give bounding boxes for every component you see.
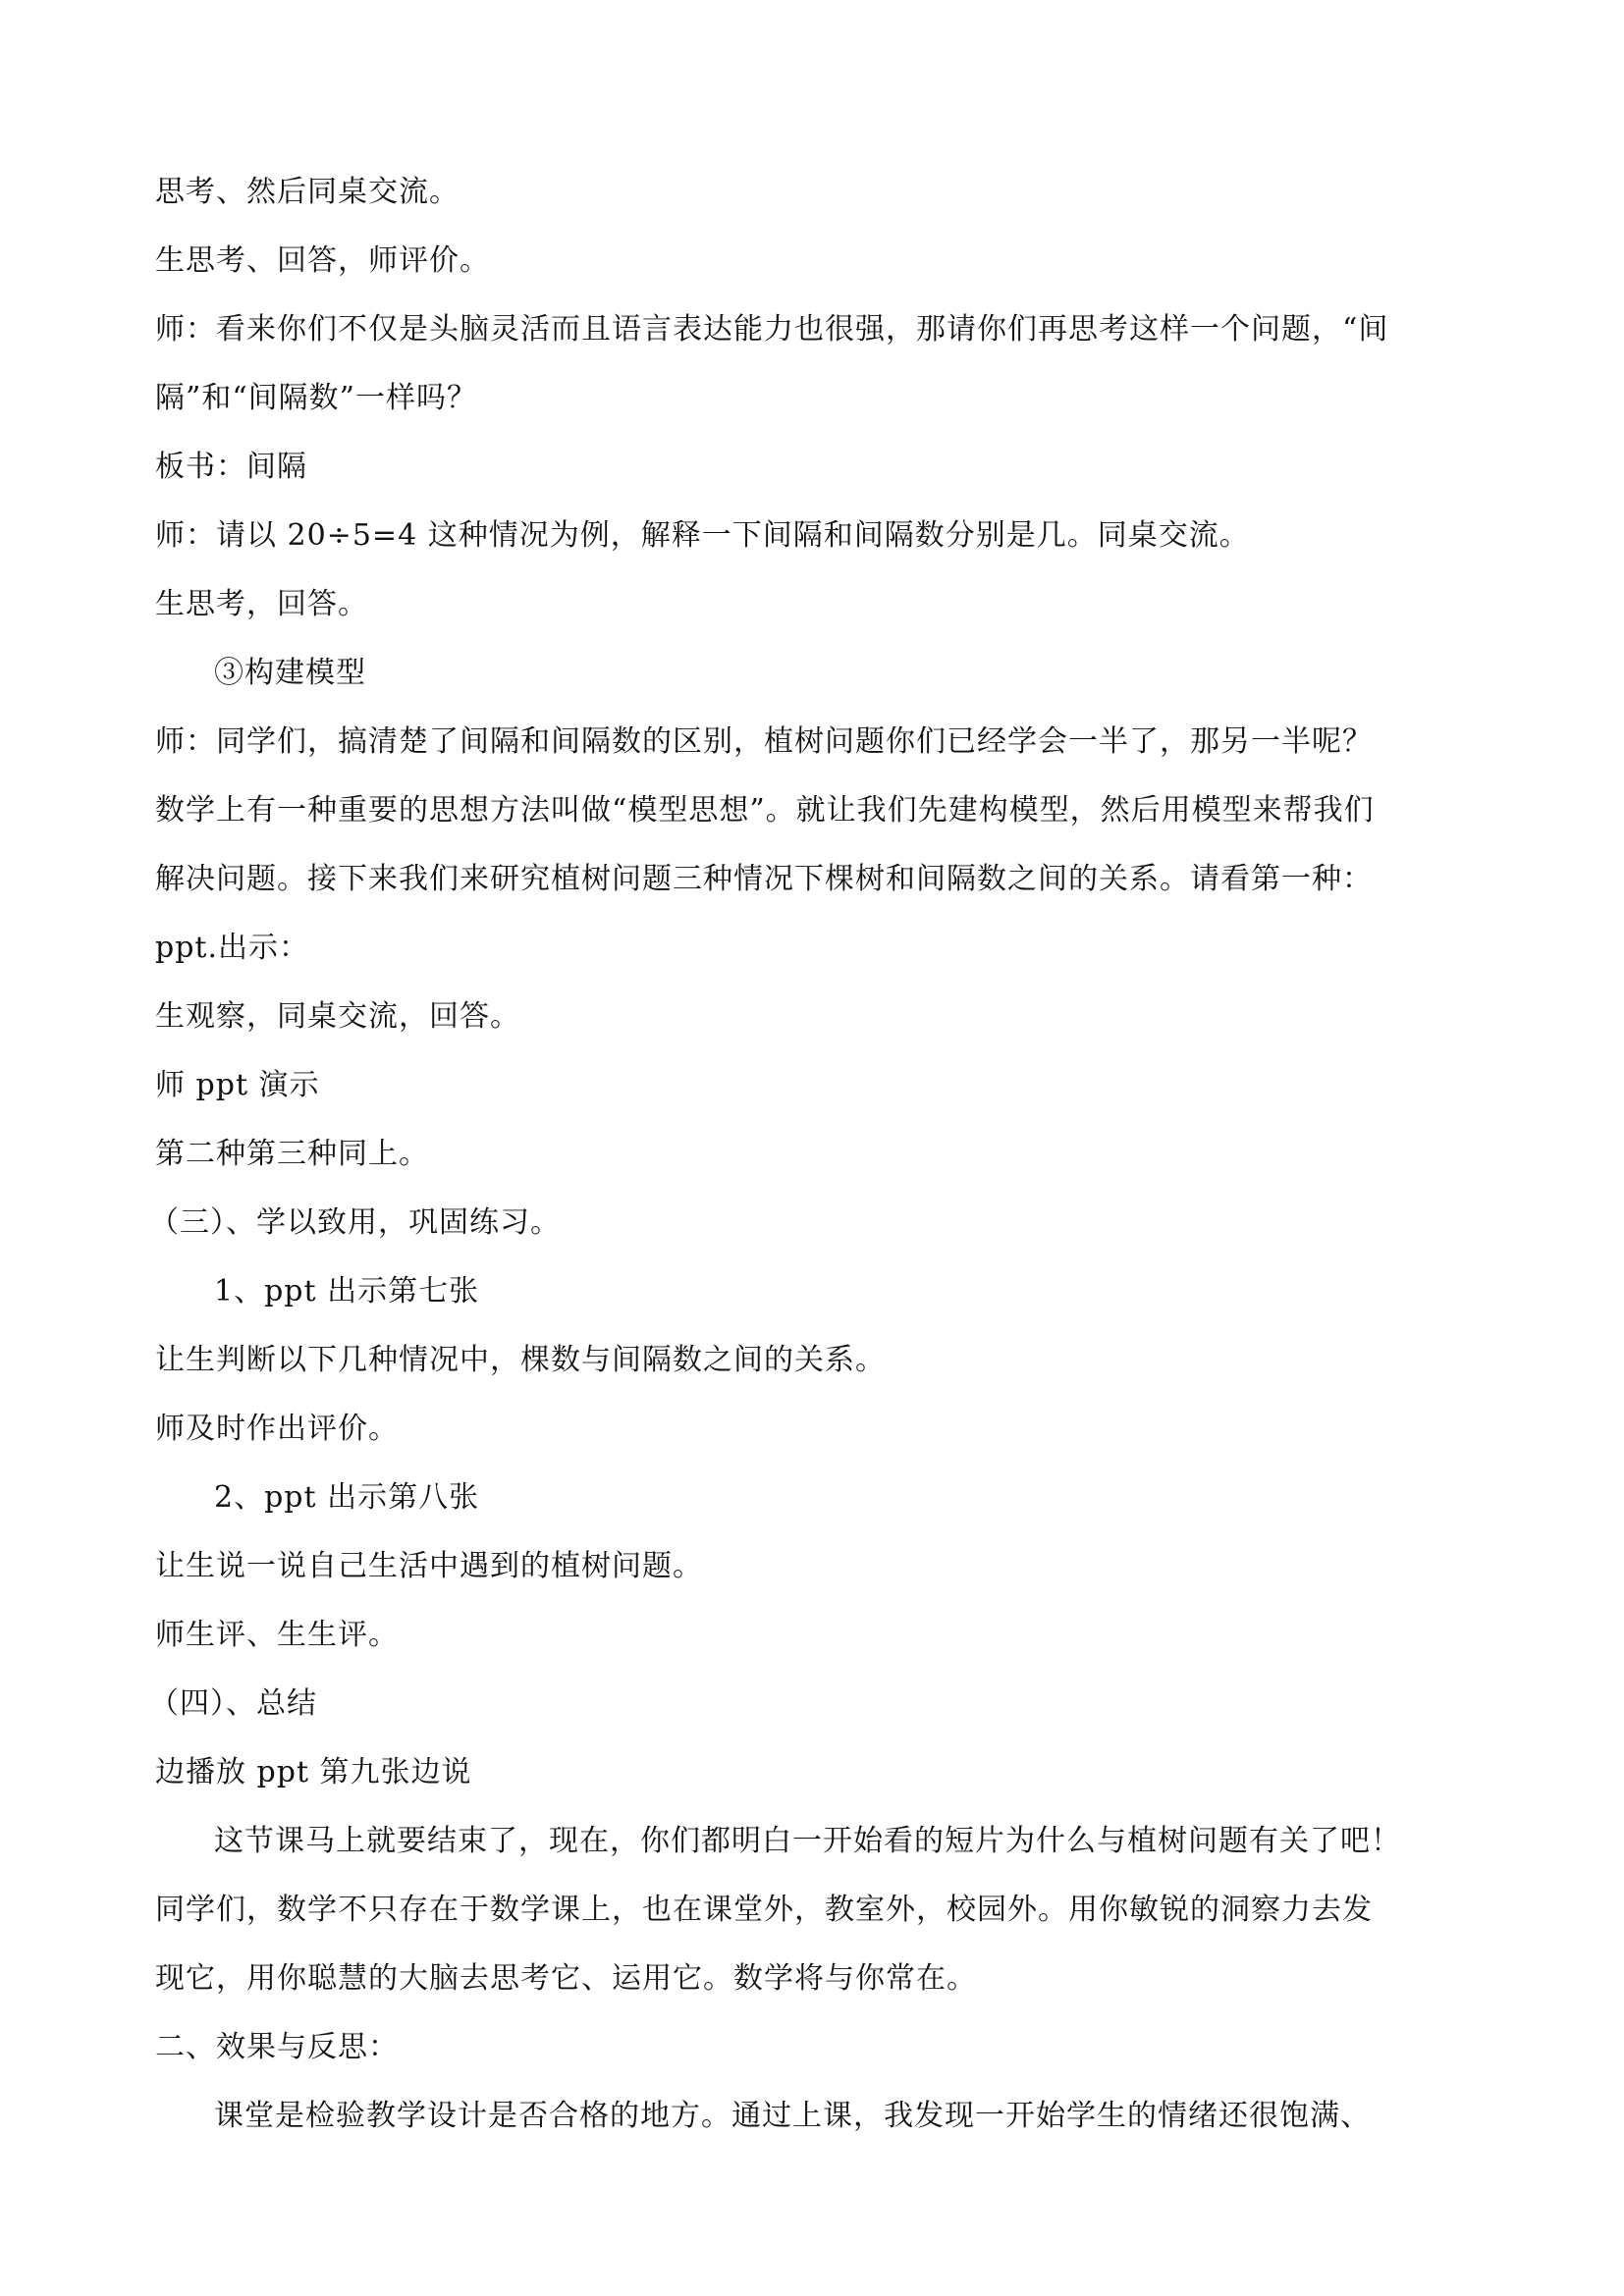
text-line: 生观察，同桌交流，回答。 [155, 999, 520, 1034]
text-line: 解决问题。接下来我们来研究植树问题三种情况下棵树和间隔数之间的关系。请看第一种： [155, 862, 1373, 896]
list-item: 2、ppt 出示第八张 [214, 1480, 480, 1515]
text-line: 板书：间隔 [155, 450, 307, 484]
list-item: 1、ppt 出示第七张 [214, 1274, 480, 1308]
text-line: 让生判断以下几种情况中，棵数与间隔数之间的关系。 [155, 1343, 886, 1377]
text-line: 生思考，回答。 [155, 587, 368, 621]
section-heading: （三）、学以致用，巩固练习。 [149, 1205, 561, 1240]
text-line: 边播放 ppt 第九张边说 [155, 1755, 472, 1789]
text-line: 师：请以 20÷5=4 这种情况为例，解释一下间隔和间隔数分别是几。同桌交流。 [155, 518, 1250, 553]
text-line: 师：看来你们不仅是头脑灵活而且语言表达能力也很强，那请你们再思考这样一个问题，“间 [155, 312, 1389, 347]
text-line: 隔”和“间隔数”一样吗？ [155, 381, 478, 415]
section-heading: ③构建模型 [214, 656, 366, 690]
text-line: 师：同学们，搞清楚了间隔和间隔数的区别，植树问题你们已经学会一半了，那另一半呢？ [155, 724, 1373, 759]
paragraph-line: 课堂是检验教学设计是否合格的地方。通过上课，我发现一开始学生的情绪还很饱满、 [214, 2099, 1371, 2133]
paragraph-line: 这节课马上就要结束了，现在，你们都明白一开始看的短片为什么与植树问题有关了吧！ [214, 1824, 1401, 1858]
text-line: 师生评、生生评。 [155, 1618, 399, 1652]
text-line: ppt.出示： [155, 931, 309, 965]
text-line: 师 ppt 演示 [155, 1068, 320, 1102]
text-line: 让生说一说自己生活中遇到的植树问题。 [155, 1549, 703, 1583]
text-line: 第二种第三种同上。 [155, 1137, 429, 1171]
section-heading: （四）、总结 [149, 1686, 317, 1721]
text-line: 生思考、回答，师评价。 [155, 243, 490, 278]
section-heading: 二、效果与反思： [155, 2030, 399, 2064]
paragraph-line: 现它，用你聪慧的大脑去思考它、运用它。数学将与你常在。 [155, 1961, 977, 1996]
text-line: 思考、然后同桌交流。 [155, 175, 460, 209]
text-line: 数学上有一种重要的思想方法叫做“模型思想”。就让我们先建构模型，然后用模型来帮我们 [155, 793, 1375, 828]
paragraph-line: 同学们，数学不只存在于数学课上，也在课堂外，教室外，校园外。用你敏锐的洞察力去发 [155, 1893, 1373, 1927]
text-line: 师及时作出评价。 [155, 1412, 399, 1446]
